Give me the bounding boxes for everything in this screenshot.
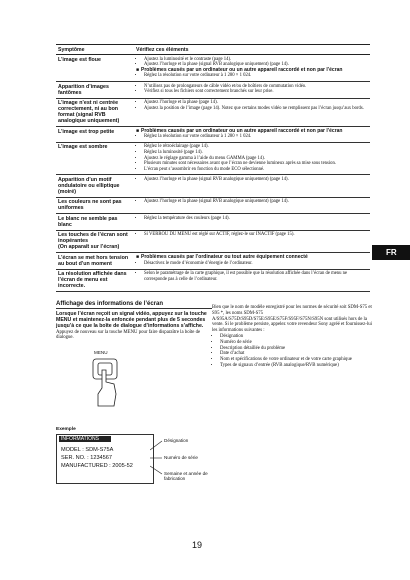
solution-cell	[134, 253, 370, 270]
troubleshooting-table	[56, 44, 370, 292]
symptom-text: Apparition d’images fantômes	[58, 83, 109, 96]
solution-item: • Réglez la résolution sur votre ordinateur à 1 280 × 1 024.	[144, 134, 368, 140]
solution-cell	[134, 55, 370, 82]
table-row	[56, 230, 370, 253]
table-row	[56, 269, 370, 292]
solution-cell	[134, 142, 370, 174]
contact-list-item: • Nom et spécifications de votre ordinateur et de votre carte graphique	[220, 357, 372, 363]
solution-item: • N’utilisez pas de prolongateurs de câble vidéo et/ou de boîtiers de commutation vidéo.	[144, 84, 368, 90]
info-dialog	[56, 434, 154, 484]
solution-item: • L’écran peut s’assombrir en fonction du mode ECO sélectionné.	[144, 167, 368, 173]
solution-item: • Réglez la résolution sur votre ordinateur à 1 280 × 1 024.	[144, 73, 368, 79]
table-row	[56, 142, 370, 174]
header-symptom: Symptôme	[56, 45, 134, 55]
solution-cell	[134, 230, 370, 253]
symptom-text: Apparition d’un motif ondulatoire ou elliptique (moiré)	[58, 176, 120, 195]
solution-cell	[134, 175, 370, 198]
table-row	[56, 55, 370, 82]
solution-cell	[134, 127, 370, 143]
symptom-text: La résolution affichée dans l’écran de menu est incorrecte.	[58, 271, 127, 290]
symptom-text: Le blanc ne semble pas blanc	[58, 215, 118, 228]
symptom-text: L’image est sombre	[58, 144, 108, 151]
table-row	[56, 127, 370, 143]
table-body	[56, 55, 370, 292]
symptom-cell	[56, 127, 134, 143]
symptom-cell	[56, 98, 134, 127]
symptom-text: L’image est trop petite	[58, 128, 115, 135]
symptom-cell	[56, 175, 134, 198]
solution-subheading: ■ Problèmes causés par l’ordinateur ou tout autre équipement connecté	[136, 255, 368, 261]
header-check: Vérifiez ces éléments	[134, 45, 370, 55]
solution-item: • Ajustez l’horloge et la phase (signal RVB analogique uniquement) (page 14).	[144, 62, 368, 68]
symptom-cell	[56, 269, 134, 292]
solution-item: • Ajustez l’horloge et la phase (signal RVB analogique uniquement) (page 14).	[144, 199, 368, 205]
solution-cell	[134, 98, 370, 127]
info-manufactured: MANUFACTURED : 2005-52	[61, 463, 133, 469]
info-serial: SER. NO. : 1234567	[61, 455, 112, 461]
table-row	[56, 214, 370, 231]
callout-lines	[150, 436, 200, 496]
menu-button-hand-icon	[92, 358, 122, 418]
contact-paragraph: Bien que le nom de modèle enregistré pour les normes de sécurité soit SDM-S75 et S95 *, les noms SDM-S75 A/S95A/S75D/S95D/S75E/S95E/S75F/S95F/S75N/S95N sont utilisés hors de la vente. Si le problème persiste, appelez votre revendeur Sony agréé et fournissez-lui les informations suivantes :	[212, 305, 372, 334]
symptom-text: L’écran se met hors tension au bout d’un moment	[58, 254, 129, 267]
symptom-cell	[56, 214, 134, 231]
symptom-cell	[56, 55, 134, 82]
symptom-subtext: (On apparaît sur l’écran)	[58, 244, 120, 251]
table-row	[56, 98, 370, 127]
solution-item: • Ajustez l’horloge et la phase (signal RVB analogique uniquement) (page 14).	[144, 177, 368, 183]
solution-subheading: ■ Problèmes causés par un ordinateur ou un autre appareil raccordé et non par l’écran	[136, 129, 368, 135]
section-lead: Lorsque l’écran reçoit un signal vidéo, appuyez sur la touche MENU et maintenez-la enfoncée pendant plus de 5 secondes jusqu’à ce que la boîte de dialogue d’informations s’affiche.	[56, 311, 207, 330]
solution-subheading: ■ Problèmes causés par un ordinateur ou un autre appareil raccordé et non par l’écran	[136, 68, 368, 74]
solution-cell	[134, 197, 370, 214]
solution-item: • Réglez la température des couleurs (page 14).	[144, 216, 368, 222]
solution-item: • Plusieurs minutes sont nécessaires avant que l’écran ne devienne lumineux après sa mise sous tension.	[144, 161, 368, 167]
contact-list	[212, 334, 372, 369]
solution-item: • Selon le paramétrage de la carte graphique, il est possible que la résolution affichée dans l’écran de menu ne corresponde pas à celle de l’ordinateur.	[144, 271, 368, 282]
page-number: 19	[192, 540, 203, 550]
solution-cell	[134, 269, 370, 292]
symptom-text: L’image n’est ni centrée correctement, ni au bon format (signal RVB analogique uniquement)	[58, 100, 120, 125]
contact-info	[212, 305, 372, 369]
solution-cell	[134, 214, 370, 231]
table-row	[56, 82, 370, 99]
callout-designation: Désignation	[164, 438, 189, 443]
symptom-cell	[56, 82, 134, 99]
solution-item: • Ajustez l’horloge et la phase (page 14).	[144, 100, 368, 106]
section-title: Affichage des informations de l’écran	[56, 301, 212, 309]
table-row	[56, 253, 370, 270]
symptom-cell	[56, 197, 134, 214]
info-section	[56, 301, 212, 341]
callout-serial: Numéro de série	[164, 455, 198, 460]
symptom-cell	[56, 142, 134, 174]
language-tab: FR	[372, 245, 410, 260]
contact-list-item: • Description détaillée du problème	[220, 346, 372, 352]
table-row	[56, 175, 370, 198]
solution-item: • Ajustez le réglage gamma à l’aide du menu GAMMA (page 14).	[144, 156, 368, 162]
contact-list-item: • Numéro de série	[220, 340, 372, 346]
contact-list-item: • Date d’achat	[220, 351, 372, 357]
symptom-cell	[56, 253, 134, 270]
info-model: MODEL : SDM-S75A	[61, 447, 114, 453]
solution-cell	[134, 82, 370, 99]
solution-item: • Réglez le rétroéclairage (page 14).	[144, 144, 368, 150]
table-header-row	[56, 45, 370, 55]
symptom-text: Les touches de l’écran sont inopérantes	[58, 232, 128, 245]
table-row	[56, 197, 370, 214]
callout-manufacture: Semaine et année de fabrication	[164, 471, 208, 482]
info-dialog-title: INFORMATIONS	[59, 436, 111, 442]
solution-item: • Vérifiez si tous les fichiers sont correctement branchés sur leur prise.	[144, 89, 368, 95]
contact-list-item: • Désignation	[220, 334, 372, 340]
solution-item: • Désactivez le mode d’économie d’énergie de l’ordinateur.	[144, 261, 368, 267]
solution-item: • Réglez la luminosité (page 14).	[144, 150, 368, 156]
solution-item: • Si VERROU DU MENU est réglé sur ACTIF, réglez-le sur INACTIF (page 15).	[144, 232, 368, 238]
symptom-cell	[56, 230, 134, 253]
section-body: Appuyez de nouveau sur la touche MENU pour faire disparaître la boîte de dialogue.	[56, 329, 201, 341]
solution-item: • Ajustez la luminosité et le contraste (page 14).	[144, 57, 368, 63]
example-label: Exemple	[56, 427, 76, 432]
contact-list-item: • Types de signaux d’entrée (RVB analogique/RVB numérique)	[220, 363, 372, 369]
symptom-text: Les couleurs ne sont pas uniformes	[58, 199, 122, 212]
solution-item: • Ajustez la position de l’image (page 14). Notez que certains modes vidéo ne remplissent pas l’écran jusqu’aux bords.	[144, 106, 368, 112]
symptom-text: L’image est floue	[58, 56, 101, 63]
menu-label: MENU	[94, 350, 108, 355]
